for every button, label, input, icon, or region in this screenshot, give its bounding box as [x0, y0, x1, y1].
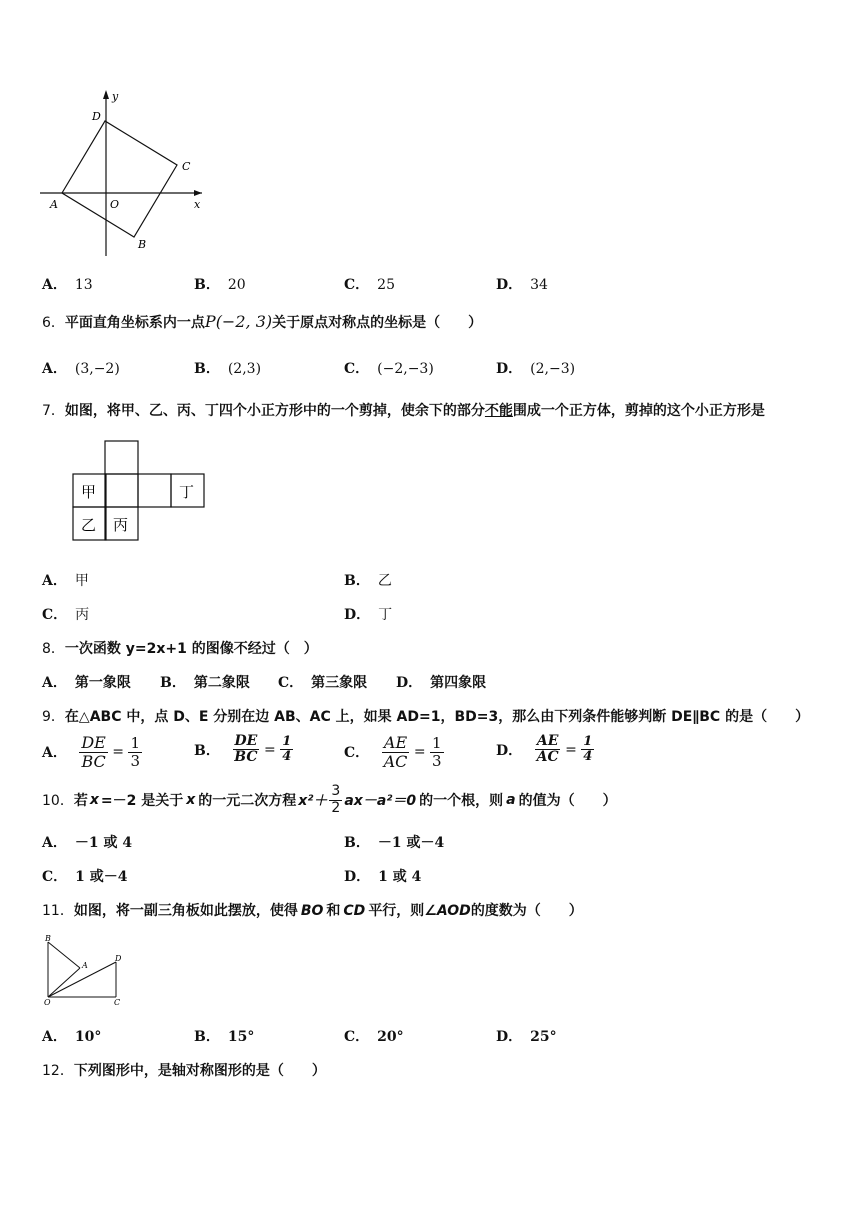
q11-option-b[interactable]: B． 15° — [194, 1029, 255, 1045]
cell-ding: 丁 — [179, 483, 195, 501]
label-B: B — [45, 934, 51, 943]
label-D: D — [115, 954, 122, 963]
q11-stem: 11．如图，将一副三角板如此摆放，使得 BO 和 CD 平行，则∠AOD的度数为（ ） — [42, 903, 583, 919]
label-A: A — [50, 198, 58, 211]
label-O: O — [44, 998, 51, 1006]
label-C: C — [114, 998, 121, 1006]
q7-option-a[interactable]: A． 甲 — [42, 573, 89, 589]
q10-option-c[interactable]: C． 1 或－4 — [42, 869, 128, 885]
label-x: x — [194, 198, 201, 211]
q8-stem: 8．一次函数 y=2x+1 的图像不经过（ ） — [42, 641, 318, 657]
q9-stem: 9．在△ABC 中，点 D、E 分别在边 AB、AC 上，如果 AD=1，BD=3，那么由下列条件能够判断 DE∥BC 的是（ ） — [42, 709, 810, 725]
q10-stem: 10． 若 x =－2 是关于 x 的一元二次方程 x²＋ $\frac{3}{2}$ ax－a²＝0 的一个根，则 a 的值为（ ） — [42, 783, 617, 816]
label-D: D — [92, 110, 101, 123]
label-y: y — [112, 90, 119, 103]
cell-yi: 乙 — [81, 516, 97, 534]
q9-option-b[interactable]: B． $\frac{DE}{BC}$ = $\frac{1}{4}$ — [194, 733, 292, 766]
q6-point: P(−2, 3) — [204, 312, 273, 331]
q11-option-d[interactable]: D． 25° — [496, 1029, 557, 1045]
q6-option-d[interactable]: D． (2,−3) — [496, 361, 576, 377]
q7-stem: 7．如图，将甲、乙、丙、丁四个小正方形中的一个剪掉，使余下的部分不能围成一个正方体，剪掉的这个小正方形是 — [42, 403, 765, 419]
cube-net-figure — [72, 440, 206, 542]
q12-stem: 12．下列图形中，是轴对称图形的是（ ） — [42, 1063, 326, 1079]
q9-option-d[interactable]: D． $\frac{AE}{AC}$ = $\frac{1}{4}$ — [496, 733, 593, 766]
q10-option-d[interactable]: D． 1 或 4 — [344, 869, 422, 885]
cell-bing: 丙 — [113, 516, 129, 534]
q7-option-c[interactable]: C． 丙 — [42, 607, 90, 623]
q5-option-d[interactable]: D． 34 — [496, 277, 548, 293]
q7-option-d[interactable]: D． 丁 — [344, 607, 393, 623]
q9-option-c[interactable]: C． $\frac{AE}{AC}$ = $\frac{1}{3}$ — [344, 733, 442, 771]
triangle-plates-figure — [40, 934, 130, 1006]
q8-option-b[interactable]: B． 第二象限 — [160, 675, 250, 691]
q6-option-c[interactable]: C． (−2,−3) — [344, 361, 434, 377]
cell-jia: 甲 — [81, 483, 97, 501]
label-C: C — [182, 160, 191, 173]
q11-option-a[interactable]: A． 10° — [42, 1029, 102, 1045]
q6-stem: 6．平面直角坐标系内一点P(−2, 3)关于原点对称点的坐标是（ ） — [42, 312, 483, 331]
q6-option-b[interactable]: B． (2,3) — [194, 361, 262, 377]
q10-option-a[interactable]: A． －1 或 4 — [42, 835, 133, 851]
q6-option-a[interactable]: A． (3,−2) — [42, 361, 120, 377]
q11-option-c[interactable]: C． 20° — [344, 1029, 404, 1045]
q10-option-b[interactable]: B． －1 或－4 — [344, 835, 445, 851]
q9-option-a[interactable]: A． $\frac{DE}{BC}$ = $\frac{1}{3}$ — [42, 733, 141, 771]
q8-option-a[interactable]: A． 第一象限 — [42, 675, 131, 691]
label-A: A — [82, 961, 88, 970]
square-coordinate-figure — [36, 86, 216, 258]
label-B: B — [138, 238, 147, 251]
q5-option-b[interactable]: B． 20 — [194, 277, 246, 293]
q8-option-c[interactable]: C． 第三象限 — [278, 675, 368, 691]
q8-option-d[interactable]: D． 第四象限 — [396, 675, 487, 691]
q9-options — [42, 734, 842, 778]
q5-option-c[interactable]: C． 25 — [344, 277, 395, 293]
q5-option-a[interactable]: A． 13 — [42, 277, 93, 293]
q7-option-b[interactable]: B． 乙 — [344, 573, 392, 589]
label-O: O — [110, 198, 120, 211]
